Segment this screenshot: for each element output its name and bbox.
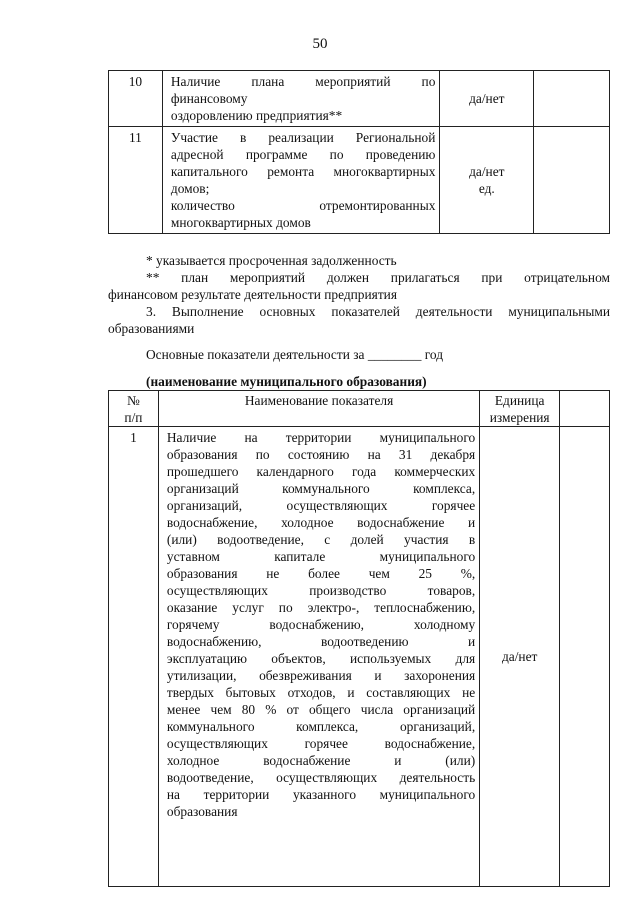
value-cell — [534, 127, 610, 234]
row-description — [158, 427, 479, 887]
unit-value: да/нет — [480, 427, 560, 887]
table-header-row — [109, 391, 610, 427]
description-line: осуществляющих горячее водоснабжение, — [166, 736, 476, 751]
description-line: Участие в реализации Региональной — [170, 130, 436, 145]
description-line: Наличие на территории муниципального — [166, 430, 476, 445]
description-line: водоотведение, осуществляющих деятельность — [166, 770, 476, 785]
header-number — [109, 391, 159, 427]
table-row — [109, 427, 610, 887]
section-heading: 3. Выполнение основных показателей деятельности муниципальными — [146, 304, 610, 319]
description-line: образования по состоянию на 31 декабря — [166, 447, 476, 462]
description-line: количество отремонтированных — [170, 198, 436, 213]
description-line: домов; — [170, 181, 210, 196]
value-cell — [560, 427, 610, 887]
indicators-table — [108, 390, 610, 887]
description-line: оздоровлению предприятия** — [170, 108, 343, 123]
header-unit-line: Единица — [494, 393, 545, 408]
footnote-action-plan: ** план мероприятий должен прилагаться при отрицательном — [146, 270, 610, 285]
description-line: прошедшего календарного года коммерческих — [166, 464, 476, 479]
table-row — [109, 127, 610, 234]
description-line: эксплуатацию объектов, используемых для — [166, 651, 476, 666]
description-line: утилизации, обезвреживания и захоронения — [166, 668, 476, 683]
footnote-overdue-debt: * указывается просроченная задолженность — [146, 253, 397, 268]
header-value — [560, 391, 610, 427]
description-line: финансовому — [170, 91, 248, 106]
unit-cell — [440, 71, 534, 127]
description-line: водоснабжение, холодное водоснабжение и — [166, 515, 476, 530]
indicators-title: Основные показатели деятельности за ________ год — [146, 347, 444, 362]
description-line: уставном капитале муниципального — [166, 549, 476, 564]
description-line: горячему водоснабжению, холодному — [166, 617, 476, 632]
description-line: образования — [166, 804, 238, 819]
municipality-name-caption: (наименование муниципального образования) — [146, 374, 427, 389]
indicators-table-continued — [108, 70, 610, 234]
header-unit-line: измерения — [489, 410, 550, 425]
description-line: Наличие плана мероприятий по — [170, 74, 436, 89]
value-cell — [534, 71, 610, 127]
unit-cell — [440, 127, 534, 234]
row-description — [162, 71, 440, 127]
header-number-symbol: № — [127, 393, 140, 408]
page-number: 50 — [312, 36, 328, 52]
unit-value: да/нет — [469, 91, 505, 106]
description-line: твердых бытовых отходов, и составляющих не — [166, 685, 476, 700]
description-line: водоснабжению, водоотведению и — [166, 634, 476, 649]
row-number: 11 — [109, 127, 163, 234]
row-number: 1 — [109, 427, 159, 887]
description-line: холодное водоснабжение и (или) — [166, 753, 476, 768]
description-line: коммунального комплекса, организаций, — [166, 719, 476, 734]
row-number: 10 — [109, 71, 163, 127]
description-line: образования не более чем 25 %, — [166, 566, 476, 581]
row-description — [162, 127, 440, 234]
unit-value: да/нет — [469, 164, 505, 179]
description-line: на территории указанного муниципального — [166, 787, 476, 802]
footnote-action-plan-cont: финансовом результате деятельности предприятия — [108, 287, 398, 302]
description-line: менее чем 80 % от общего числа организаций — [166, 702, 476, 717]
description-line: (или) водоотведение, с долей участия в — [166, 532, 476, 547]
header-number-label: п/п — [124, 410, 143, 425]
description-line: многоквартирных домов — [170, 215, 311, 230]
header-indicator-name: Наименование показателя — [158, 391, 479, 427]
description-line: капитального ремонта многоквартирных — [170, 164, 436, 179]
unit-value: ед. — [478, 181, 495, 196]
description-line: организаций, осуществляющих горячее — [166, 498, 476, 513]
section-heading-cont: образованиями — [108, 321, 195, 336]
description-line: адресной программе по проведению — [170, 147, 436, 162]
description-line: организаций коммунального комплекса, — [166, 481, 476, 496]
table-row — [109, 71, 610, 127]
description-line: оказание услуг по электро-, теплоснабжению, — [166, 600, 476, 615]
header-unit — [480, 391, 560, 427]
description-line: осуществляющих производство товаров, — [166, 583, 476, 598]
